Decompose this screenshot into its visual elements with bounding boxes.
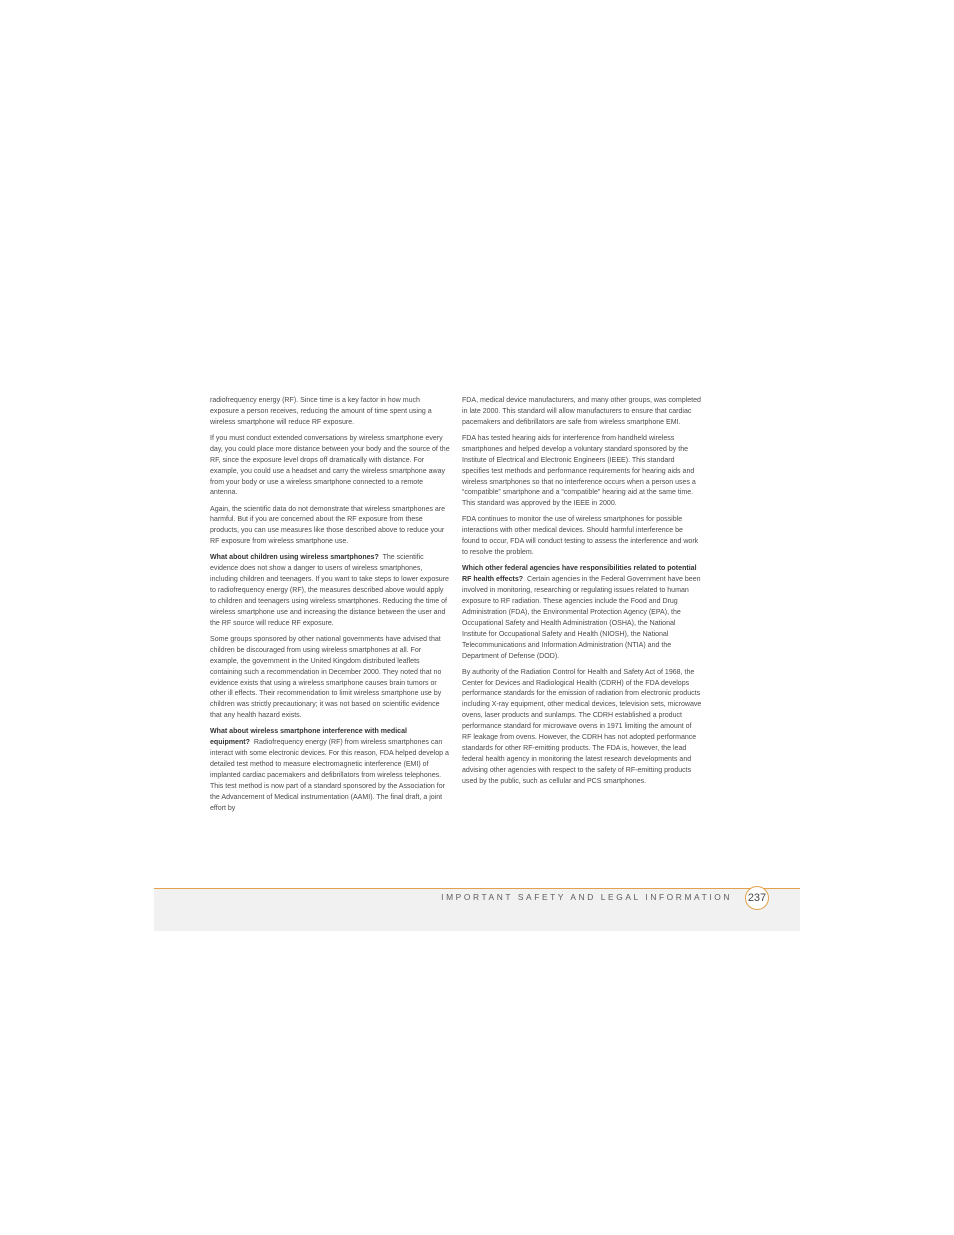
- paragraph: [462, 668, 702, 788]
- page-number-badge: 237: [745, 886, 769, 910]
- paragraph-text: FDA has tested hearing aids for interference from handheld wireless smartphones and helped develop a voluntary standard sponsored by the Institute of Electrical and Electronic Engineers (IEEE). This standard specifies test methods and performance requirements for hearing aids and wireless smartphones so that no interference occurs when a person uses a “compatible” smartphone and a “compatible” hearing aid at the same time. This standard was approved by the IEEE in 2000.: [462, 434, 696, 508]
- paragraph-text: If you must conduct extended conversations by wireless smartphone every day, you could place more distance between your body and the source of the RF, since the exposure level drops off dramatically with distance. For example, you could use a headset and carry the wireless smartphone away from your body or use a wireless smartphone connected to a remote antenna.: [210, 434, 450, 497]
- paragraph: [210, 553, 450, 629]
- paragraph: [462, 396, 702, 429]
- paragraph-lead: Which other federal agencies have responsibilities related to potential RF health effects?: [462, 565, 697, 584]
- paragraph: [210, 727, 450, 814]
- left-column: [210, 396, 450, 820]
- paragraph-text: The scientific evidence does not show a danger to users of wireless smartphones, including children and teenagers. If you want to take steps to lower exposure to radiofrequency energy (RF), the measures described above would apply to children and teenagers using wireless smartphones. Reducing the time of wireless smartphone use and increasing the distance between the user and the RF source will reduce RF exposure.: [210, 554, 449, 627]
- paragraph: [210, 635, 450, 722]
- paragraph: [210, 505, 450, 549]
- paragraph: [462, 564, 702, 662]
- paragraph: [210, 434, 450, 499]
- footer-section-title: IMPORTANT SAFETY AND LEGAL INFORMATION: [441, 892, 732, 902]
- paragraph-text: Certain agencies in the Federal Government have been involved in monitoring, researching or regulating issues related to human exposure to RF radiation. These agencies include the Food and Drug Administration (FDA), the Environmental Protection Agency (EPA), the Occupational Safety and Health Administration (OSHA), the National Institute for Occupational Safety and Health (NIOSH), the National Telecommunications and Information Administration (NTIA) and the Department of Defense (DOD).: [462, 576, 701, 660]
- paragraph-text: FDA continues to monitor the use of wireless smartphones for possible interactions with other medical devices. Should harmful interference be found to occur, FDA will conduct testing to assess the interference and work to resolve the problem.: [462, 516, 699, 557]
- paragraph-text: By authority of the Radiation Control for Health and Safety Act of 1968, the Center for Devices and Radiological Health (CDRH) of the FDA develops performance standards for the emission of radiation from electronic products including X-ray equipment, other medical devices, television sets, microwave ovens, laser products and sunlamps. The CDRH established a product performance standard for microwave ovens in 1971 limiting the amount of RF leakage from ovens. However, the CDRH has not adopted performance standards for other RF-emitting products. The FDA is, however, the lead federal health agency in monitoring the latest research developments and advising other agencies with respect to the safety of RF-emitting products used by the public, such as cellular and PCS smartphones.: [462, 668, 702, 785]
- paragraph-lead: What about children using wireless smartphones?: [210, 554, 379, 562]
- paragraph-text: radiofrequency energy (RF). Since time is a key factor in how much exposure a person receives, reducing the amount of time spent using a wireless smartphone will reduce RF exposure.: [210, 397, 432, 426]
- paragraph-text: Radiofrequency energy (RF) from wireless smartphones can interact with some electronic devices. For this reason, FDA helped develop a detailed test method to measure electromagnetic interference (EMI) of implanted cardiac pacemakers and defibrillators from wireless telephones. This test method is now part of a standard sponsored by the Association for the Advancement of Medical instrumentation (AAMI). The final draft, a joint effort by: [210, 739, 449, 812]
- paragraph-text: Some groups sponsored by other national governments have advised that children be discouraged from using wireless smartphones at all. For example, the government in the United Kingdom distributed leaflets containing such a recommendation in December 2000. They noted that no evidence exists that using a wireless smartphone causes brain tumors or other ill effects. Their recommendation to limit wireless smartphone use by children was strictly precautionary; it was not based on scientific evidence that any health hazard exists.: [210, 635, 442, 720]
- right-column: [462, 396, 702, 793]
- paragraph-text: FDA, medical device manufacturers, and many other groups, was completed in late 2000. This standard will allow manufacturers to ensure that cardiac pacemakers and defibrillators are safe from wireless smartphone EMI.: [462, 397, 701, 426]
- paragraph: [462, 515, 702, 559]
- page-footer: [154, 888, 800, 931]
- paragraph: [462, 434, 702, 510]
- paragraph: [210, 396, 450, 429]
- paragraph-text: Again, the scientific data do not demonstrate that wireless smartphones are harmful. But if you are concerned about the RF exposure from these products, you can use measures like those described above to reduce your RF exposure from wireless smartphone use.: [210, 505, 446, 546]
- document-page: [154, 0, 800, 930]
- paragraph-lead: What about wireless smartphone interference with medical equipment?: [210, 728, 407, 747]
